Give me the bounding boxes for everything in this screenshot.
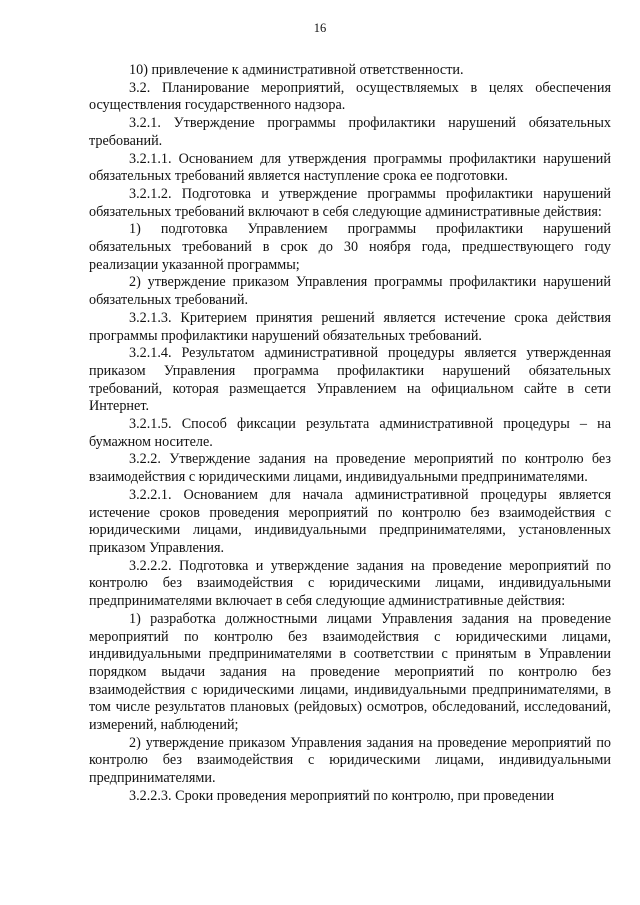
paragraph: 3.2.1.3. Критерием принятия решений является истечение срока действия программы профилактики нарушений обязательных требований.: [89, 309, 611, 344]
paragraph: 2) утверждение приказом Управления программы профилактики нарушений обязательных требований.: [89, 274, 611, 309]
page-number: 16: [313, 21, 327, 35]
paragraph: 10) привлечение к административной ответственности.: [129, 62, 464, 78]
paragraph: 3.2.2. Утверждение задания на проведение мероприятий по контролю без взаимодействия с юридическими лицами, индивидуальными предпринимателями.: [89, 451, 611, 486]
paragraph: 3.2.1.5. Способ фиксации результата административной процедуры – на бумажном носителе.: [89, 416, 611, 450]
paragraph: 3.2.1.4. Результатом административной процедуры является утвержденная приказом Управления программа профилактики нарушений обязательных требований, которая размещается Управлением на официальном сайте в сети Интернет.: [89, 345, 611, 415]
paragraph: 3.2.2.2. Подготовка и утверждение задания на проведение мероприятий по контролю без взаимодействия с юридическими лицами, индивидуальными предпринимателями включает в себя следующие административные действия:: [89, 557, 611, 610]
paragraph: 3.2.1.2. Подготовка и утверждение программы профилактики нарушений обязательных требований включают в себя следующие административные действия:: [89, 185, 611, 220]
paragraph: 2) утверждение приказом Управления задания на проведение мероприятий по контролю без взаимодействия с юридическими лицами, индивидуальными предпринимателями.: [89, 734, 611, 787]
paragraph: 3.2.1. Утверждение программы профилактики нарушений обязательных требований.: [89, 115, 611, 149]
paragraph: 3.2. Планирование мероприятий, осуществляемых в целях обеспечения осуществления государственного надзора.: [89, 79, 611, 114]
paragraph: 3.2.2.3. Сроки проведения мероприятий по контролю, при проведении: [129, 787, 555, 804]
paragraph: 3.2.2.1. Основанием для начала административной процедуры является истечение сроков проведения мероприятий по контролю без взаимодействия с юридическими лицами, индивидуальными предпринимателями, установленных приказом Управления.: [89, 486, 611, 556]
paragraph: 1) подготовка Управлением программы профилактики нарушений обязательных требований в срок до 30 ноября года, предшествующего году реализации указанной программы;: [89, 221, 611, 273]
paragraph: 3.2.1.1. Основанием для утверждения программы профилактики нарушений обязательных требований является наступление срока ее подготовки.: [89, 150, 611, 185]
paragraph: 1) разработка должностными лицами Управления задания на проведение мероприятий по контролю без взаимодействия с юридическими лицами, индивидуальными предпринимателями в соответствии с принятым в Управлении порядком выдачи задания на проведение мероприятий по контролю без взаимодействия с юридическими лицами, индивидуальными предпринимателями, в том числе результатов плановых (рейдовых) осмотров, обследований, исследований, измерений, наблюдений;: [89, 610, 611, 734]
document-body: [89, 62, 611, 806]
